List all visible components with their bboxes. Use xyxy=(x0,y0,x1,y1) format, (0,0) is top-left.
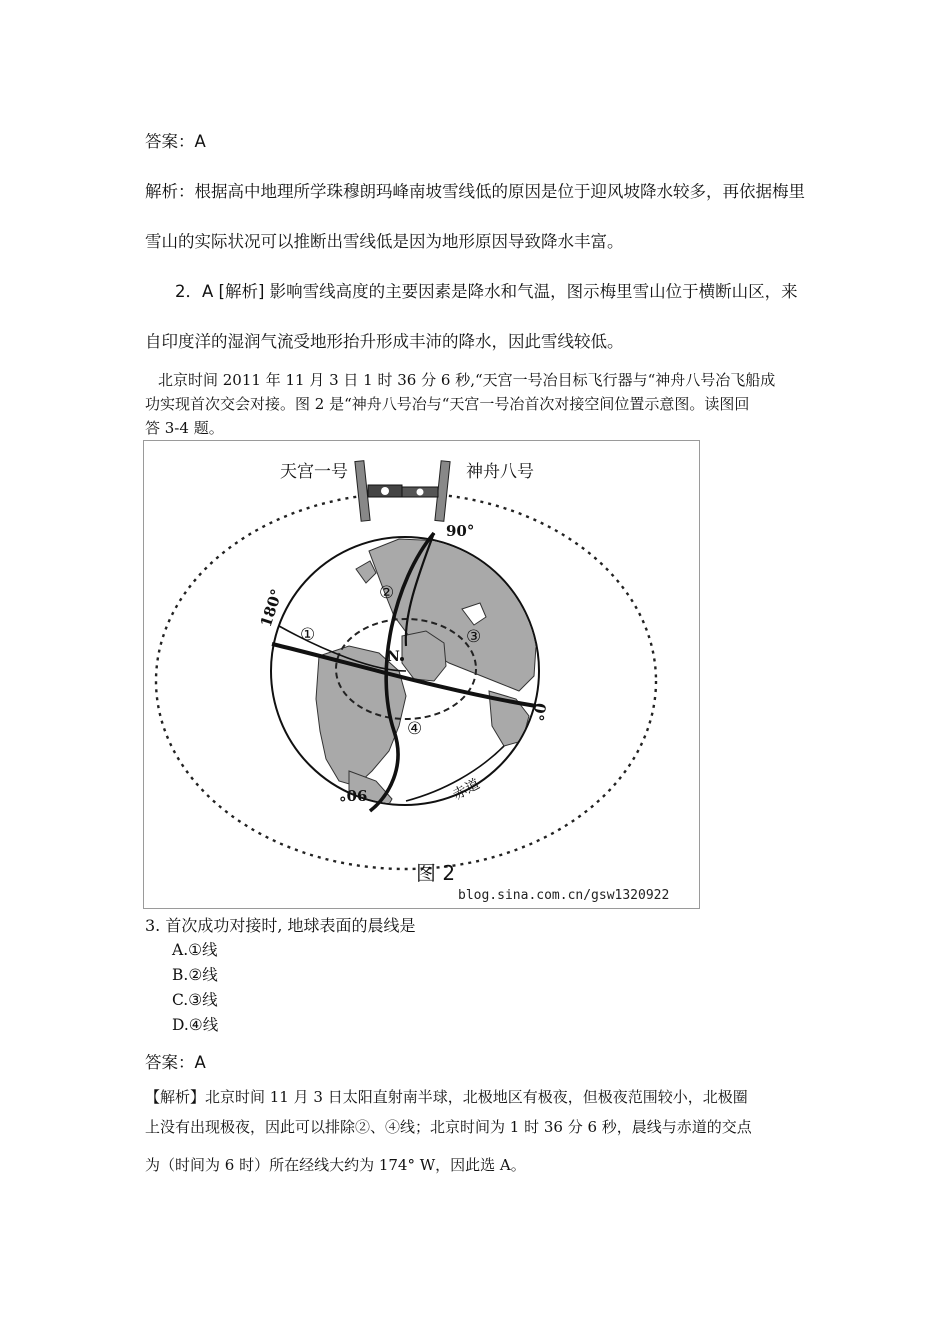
explanation2-line-1: 2．A [解析] 影响雪线高度的主要因素是降水和气温，图示梅里雪山位于横断山区，来 xyxy=(175,282,798,301)
option-a: A.①线 xyxy=(172,941,218,959)
label-lon-90: 90° xyxy=(446,522,475,540)
option-b: B.②线 xyxy=(172,966,218,984)
analysis-line-1: 解析：根据高中地理所学珠穆朗玛峰南坡雪线低的原因是位于迎风坡降水较多，再依据梅里 xyxy=(145,182,805,201)
label-shenzhou: 神舟八号 xyxy=(466,462,534,482)
figure-caption: 图 2 xyxy=(416,861,456,885)
explanation3-line-3: 为（时间为 6 时）所在经线大约为 174° W，因此选 A。 xyxy=(145,1156,526,1174)
pole-dot xyxy=(400,657,404,661)
question-stem: 3. 首次成功对接时, 地球表面的晨线是 xyxy=(145,916,416,935)
answer-line-1: 答案：A xyxy=(145,132,206,151)
label-lon-90-bottom: 90° xyxy=(339,786,368,804)
label-north-pole: N xyxy=(387,649,400,665)
satellite-group xyxy=(355,461,450,522)
intro-line-1: 北京时间 2011 年 11 月 3 日 1 时 36 分 6 秒,“天宫一号冶目标飞行器与“神舟八号冶飞船成 xyxy=(158,371,776,389)
label-tiangong: 天宫一号 xyxy=(280,462,348,482)
figure-docking-diagram xyxy=(143,440,700,909)
label-equator: 赤道 xyxy=(450,776,483,804)
intro-line-2: 功实现首次交会对接。图 2 是“神舟八号冶与“天宫一号冶首次对接空间位置示意图。读图回 xyxy=(145,395,750,413)
intro-line-3: 答 3-4 题。 xyxy=(145,419,224,437)
marker-3: ③ xyxy=(466,627,482,647)
figure-svg xyxy=(144,441,701,910)
marker-1: ① xyxy=(300,625,316,645)
marker-4: ④ xyxy=(407,719,423,739)
explanation2-line-2: 自印度洋的湿润气流受地形抬升形成丰沛的降水，因此雪线较低。 xyxy=(145,332,624,351)
label-lon-180: 180° xyxy=(256,586,286,630)
marker-2: ② xyxy=(379,583,395,603)
explanation3-line-2: 上没有出现极夜，因此可以排除②、④线；北京时间为 1 时 36 分 6 秒，晨线与赤道的交点 xyxy=(145,1118,752,1136)
analysis-line-2: 雪山的实际状况可以推断出雪线低是因为地形原因导致降水丰富。 xyxy=(145,232,624,251)
figure-watermark: blog.sina.com.cn/gsw1320922 xyxy=(458,888,670,903)
answer-line-2: 答案：A xyxy=(145,1053,206,1072)
option-d: D.④线 xyxy=(172,1016,219,1034)
label-lon-0: 0° xyxy=(528,701,550,723)
option-c: C.③线 xyxy=(172,991,218,1009)
explanation3-line-1: 【解析】北京时间 11 月 3 日太阳直射南半球，北极地区有极夜，但极夜范围较小，北极圈 xyxy=(145,1088,748,1106)
